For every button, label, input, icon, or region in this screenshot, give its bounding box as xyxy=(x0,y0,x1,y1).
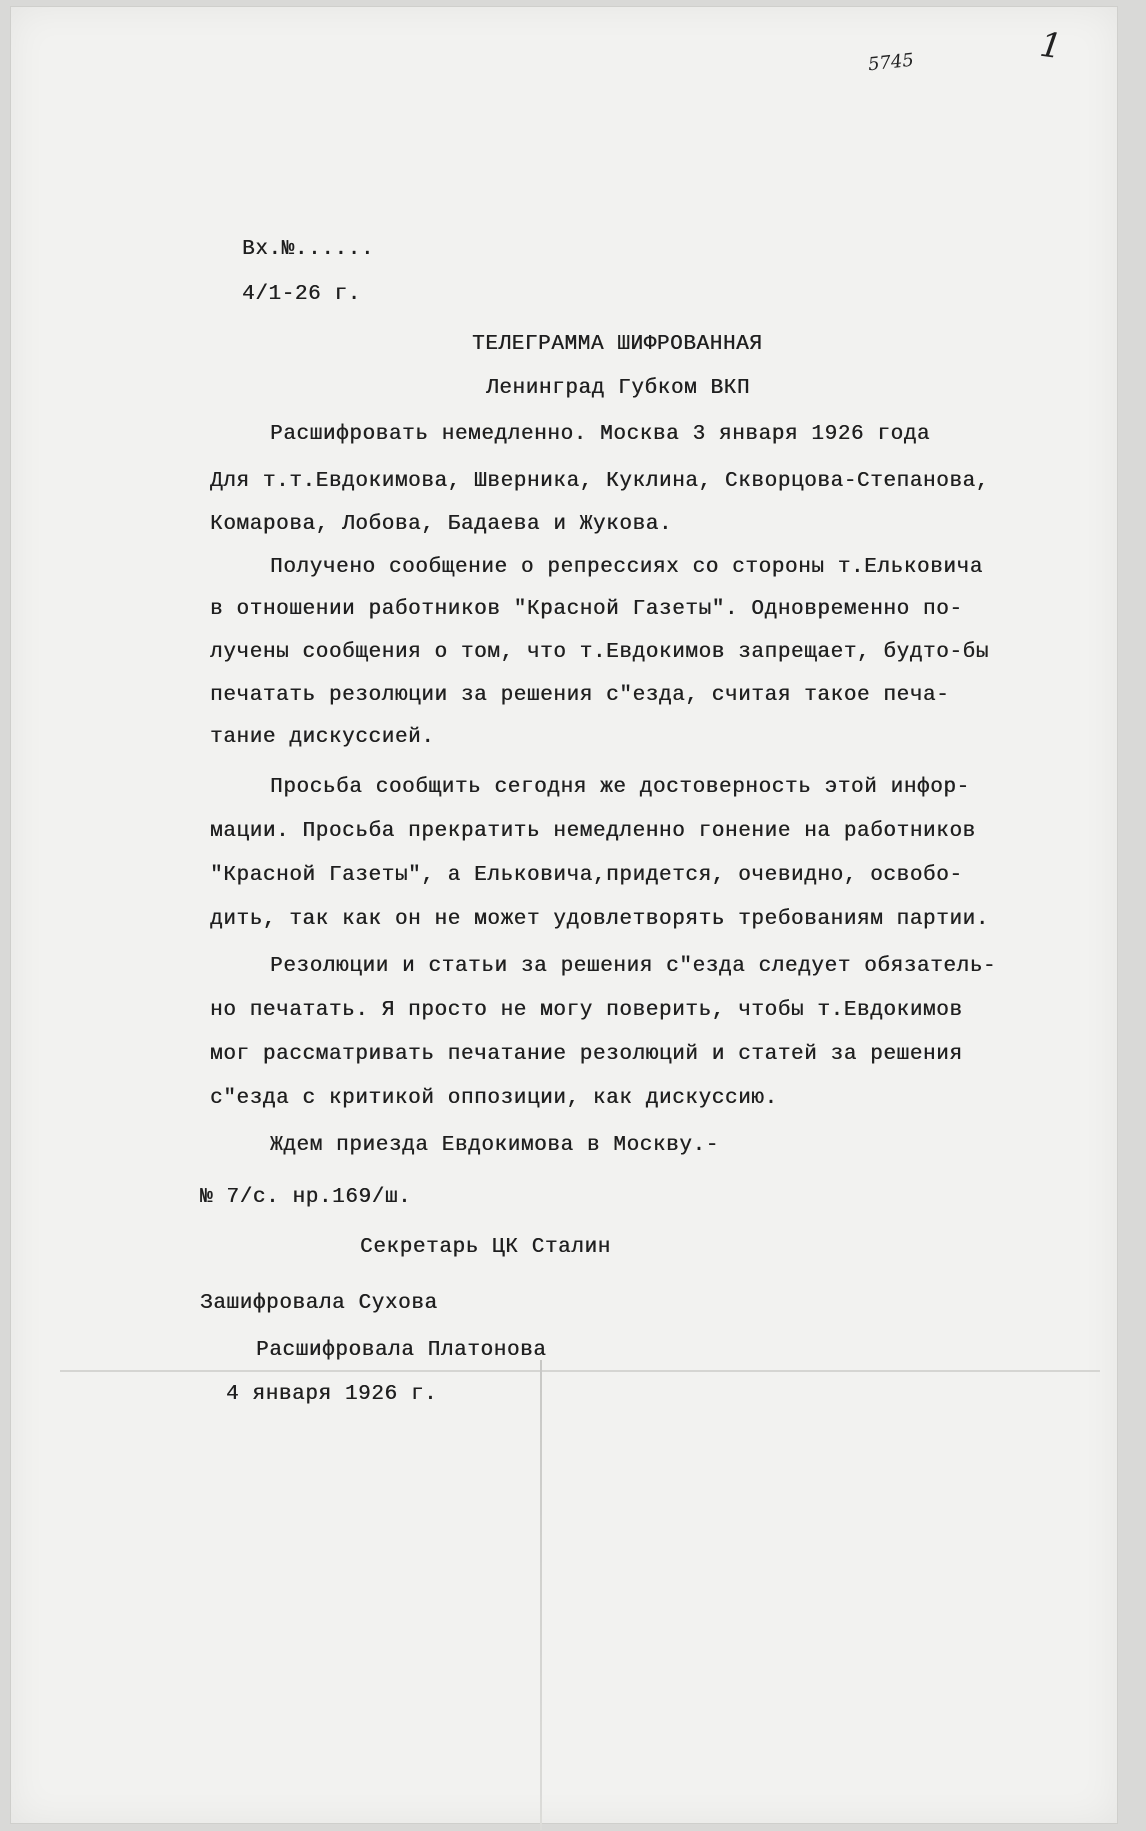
body-line: но печатать. Я просто не могу поверить, чтобы т.Евдокимов xyxy=(210,999,963,1022)
body-line: тание дискуссией. xyxy=(210,726,435,749)
body-line: Резолюции и статьи за решения с"езда следует обязатель- xyxy=(270,955,997,978)
body-line: Получено сообщение о репрессиях со стороны т.Ельковича xyxy=(270,556,983,579)
body-line: Ждем приезда Евдокимова в Москву.- xyxy=(270,1134,719,1157)
archive-number: 5745 xyxy=(867,49,915,76)
body-line: Для т.т.Евдокимова, Шверника, Куклина, Скворцова-Степанова, xyxy=(210,470,989,493)
body-line: "Красной Газеты", а Ельковича,придется, очевидно, освобо- xyxy=(210,864,963,887)
body-line: в отношении работников "Красной Газеты". Одновременно по- xyxy=(210,598,963,621)
body-line: мог рассматривать печатание резолюций и статей за решения xyxy=(210,1043,963,1066)
body-line: печатать резолюции за решения с"езда, считая такое печа- xyxy=(210,684,950,707)
body-line: Комарова, Лобова, Бадаева и Жукова. xyxy=(210,513,673,536)
body-line: дить, так как он не может удовлетворять требованиям партии. xyxy=(210,908,989,931)
incoming-date: 4/1-26 г. xyxy=(242,283,361,306)
body-line: Расшифровать немедленно. Москва 3 января 1926 года xyxy=(270,423,931,446)
body-line: с"езда с критикой оппозиции, как дискуссию. xyxy=(210,1087,778,1110)
body-line: мации. Просьба прекратить немедленно гонение на работников xyxy=(210,820,976,843)
incoming-number: Вх.№...... xyxy=(242,238,375,261)
body-line: лучены сообщения о том, что т.Евдокимов запрещает, будто-бы xyxy=(210,641,989,664)
paper-fold-horizontal xyxy=(60,1370,1100,1372)
document-date: 4 января 1926 г. xyxy=(226,1383,438,1406)
addressee: Ленинград Губком ВКП xyxy=(486,377,751,400)
telegram-heading: ТЕЛЕГРАММА ШИФРОВАННАЯ xyxy=(472,333,763,356)
paper-fold-vertical xyxy=(540,1360,542,1830)
body-line: Просьба сообщить сегодня же достоверность этой инфор- xyxy=(270,776,970,799)
signature-line: Секретарь ЦК Сталин xyxy=(360,1236,611,1259)
page-number: 1 xyxy=(1037,24,1065,68)
registration-number: № 7/с. нр.169/ш. xyxy=(200,1186,412,1209)
encrypted-by: Зашифровала Сухова xyxy=(200,1292,438,1315)
decrypted-by: Расшифровала Платонова xyxy=(256,1339,547,1362)
